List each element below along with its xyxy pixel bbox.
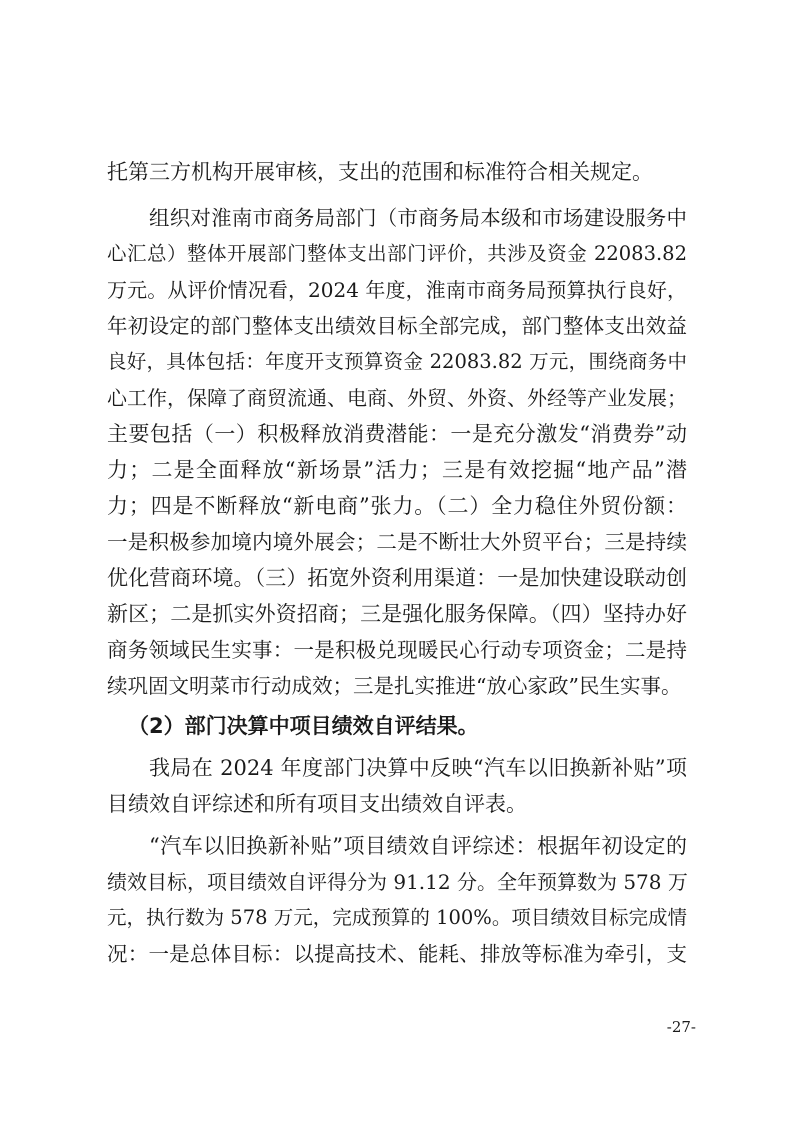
body-text-line: 新区；二是抓实外资招商；三是强化服务保障。（四）坚持办好 bbox=[107, 602, 687, 626]
body-text-line: 元，执行数为 578 万元，完成预算的 100%。项目绩效目标完成情 bbox=[107, 906, 687, 929]
body-text-line: 心汇总）整体开展部门整体支出部门评价，共涉及资金 22083.82 bbox=[107, 242, 687, 265]
paragraph-first-line: 我局在 2024 年度部门决算中反映“汽车以旧换新补贴”项 bbox=[149, 756, 687, 780]
page-number: -27- bbox=[666, 1018, 696, 1036]
body-text-line: 力；二是全面释放“新场景”活力；三是有效挖掘“地产品”潜 bbox=[107, 458, 687, 482]
body-text-line: 心工作，保障了商贸流通、电商、外贸、外资、外经等产业发展； bbox=[107, 386, 687, 410]
body-text-line: 续巩固文明菜市行动成效；三是扎实推进“放心家政”民生实事。 bbox=[107, 674, 682, 698]
body-text-line: 优化营商环境。（三）拓宽外资利用渠道：一是加快建设联动创 bbox=[107, 566, 687, 590]
body-text-line: 良好，具体包括：年度开支预算资金 22083.82 万元，围绕商务中 bbox=[107, 350, 687, 373]
body-text-line: 年初设定的部门整体支出绩效目标全部完成，部门整体支出效益 bbox=[107, 314, 687, 338]
body-text-line: 绩效目标，项目绩效自评得分为 91.12 分。全年预算数为 578 万 bbox=[107, 870, 688, 894]
body-text-line: 万元。从评价情况看，2024 年度，淮南市商务局预算执行良好， bbox=[107, 278, 687, 302]
body-text-line: 主要包括（一）积极释放消费潜能：一是充分激发“消费券”动 bbox=[107, 422, 687, 446]
body-text-line: 力；四是不断释放“新电商”张力。（二）全力稳住外贸份额： bbox=[107, 494, 687, 518]
body-text-line: 商务领域民生实事：一是积极兑现暖民心行动专项资金；二是持 bbox=[107, 638, 687, 662]
paragraph-first-line: “汽车以旧换新补贴”项目绩效自评综述：根据年初设定的 bbox=[149, 834, 687, 858]
body-text-line: 托第三方机构开展审核，支出的范围和标准符合相关规定。 bbox=[107, 160, 653, 184]
paragraph-first-line: 组织对淮南市商务局部门（市商务局本级和市场建设服务中 bbox=[149, 206, 687, 230]
body-text-line: 一是积极参加境内境外展会；二是不断壮大外贸平台；三是持续 bbox=[107, 530, 687, 554]
body-text-line: 况：一是总体目标：以提高技术、能耗、排放等标准为牵引，支 bbox=[107, 942, 687, 966]
section-heading: （2）部门决算中项目绩效自评结果。 bbox=[128, 714, 479, 738]
body-text-line: 目绩效自评综述和所有项目支出绩效自评表。 bbox=[107, 792, 527, 816]
